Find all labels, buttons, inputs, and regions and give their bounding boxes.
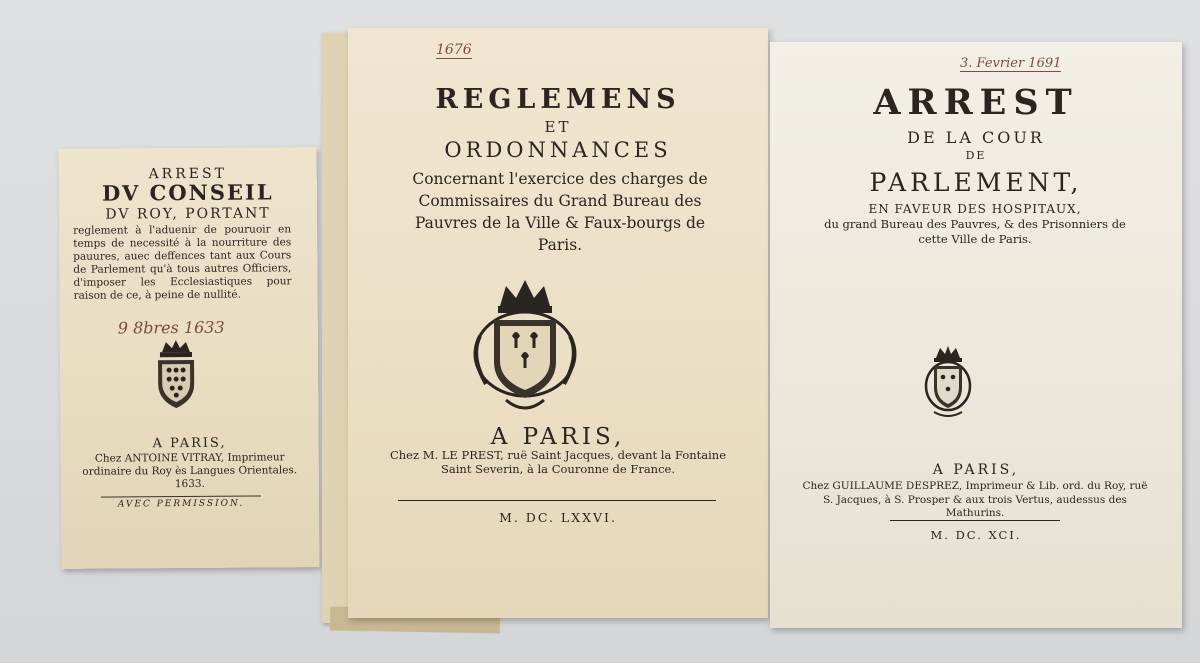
title-line-2: DV CONSEIL <box>102 179 274 206</box>
body-line-2: du grand Bureau des Pauvres, & des Prisonniers de cette Ville de Paris. <box>824 217 1126 246</box>
imprint-place: A PARIS, <box>152 435 227 452</box>
royal-coat-of-arms-icon <box>466 276 584 416</box>
imprint-year: M. DC. LXXVI. <box>499 510 617 525</box>
divider <box>398 500 716 501</box>
body-text <box>810 202 1140 247</box>
title-line-3: DV ROY, PORTANT <box>105 205 271 223</box>
permission-line: AVEC PERMISSION. <box>101 496 261 510</box>
pamphlet-arrest-conseil <box>59 147 320 569</box>
royal-coat-of-arms-icon <box>920 344 976 420</box>
title-line-3: ORDONNANCES <box>444 138 672 162</box>
title-line-2: DE LA COUR <box>907 128 1045 147</box>
handwritten-date: 1676 <box>436 42 472 58</box>
royal-coat-of-arms-icon <box>148 338 205 414</box>
handwritten-date: 9 8bres 1633 <box>117 317 225 338</box>
title-line-4: PARLEMENT, <box>869 168 1083 197</box>
pamphlet-reglemens-ordonnances <box>348 28 768 618</box>
title-line-1: REGLEMENS <box>435 84 681 115</box>
title-line-1: ARREST <box>873 82 1079 123</box>
body-text: Concernant l'exercice des charges de Commissaires du Grand Bureau des Pauvres de la Ville & Faux-bourgs de Paris. <box>412 170 708 254</box>
imprint-printer: Chez GUILLAUME DESPREZ, Imprimeur & Lib. ord. du Roy, ruë S. Jacques, à S. Prosper & aux trois Vertus, audessus des Mathurins. <box>802 480 1148 519</box>
handwritten-date: 3. Fevrier 1691 <box>960 56 1062 71</box>
imprint-printer: Chez M. LE PREST, ruë Saint Jacques, devant la Fontaine Saint Severin, à la Couronne de France. <box>389 448 727 476</box>
title-line-1: ARREST <box>148 165 227 183</box>
divider <box>890 520 1060 521</box>
imprint-place: A PARIS, <box>490 424 626 450</box>
title-line-3: DE <box>965 149 987 162</box>
body-line-1: EN FAVEUR DES HOSPITAUX, <box>868 202 1082 216</box>
imprint-year: M. DC. XCI. <box>930 528 1022 542</box>
imprint-printer: Chez ANTOINE VITRAY, Imprimeur ordinaire du Roy ès Langues Orientales. 1633. <box>82 451 298 491</box>
pamphlet-arrest-parlement <box>770 42 1182 628</box>
body-text: reglement à l'aduenir de pouruoir en temps de necessité à la nourriture des pauures, auec deffences tant aux Cours de Parlement qu'à tous autres Officiers, d'imposer les Ecclesiastiques pour raison de ce, à peine de nullité. <box>73 223 292 302</box>
title-line-2: ET <box>544 118 572 136</box>
imprint-place: A PARIS, <box>932 462 1020 478</box>
